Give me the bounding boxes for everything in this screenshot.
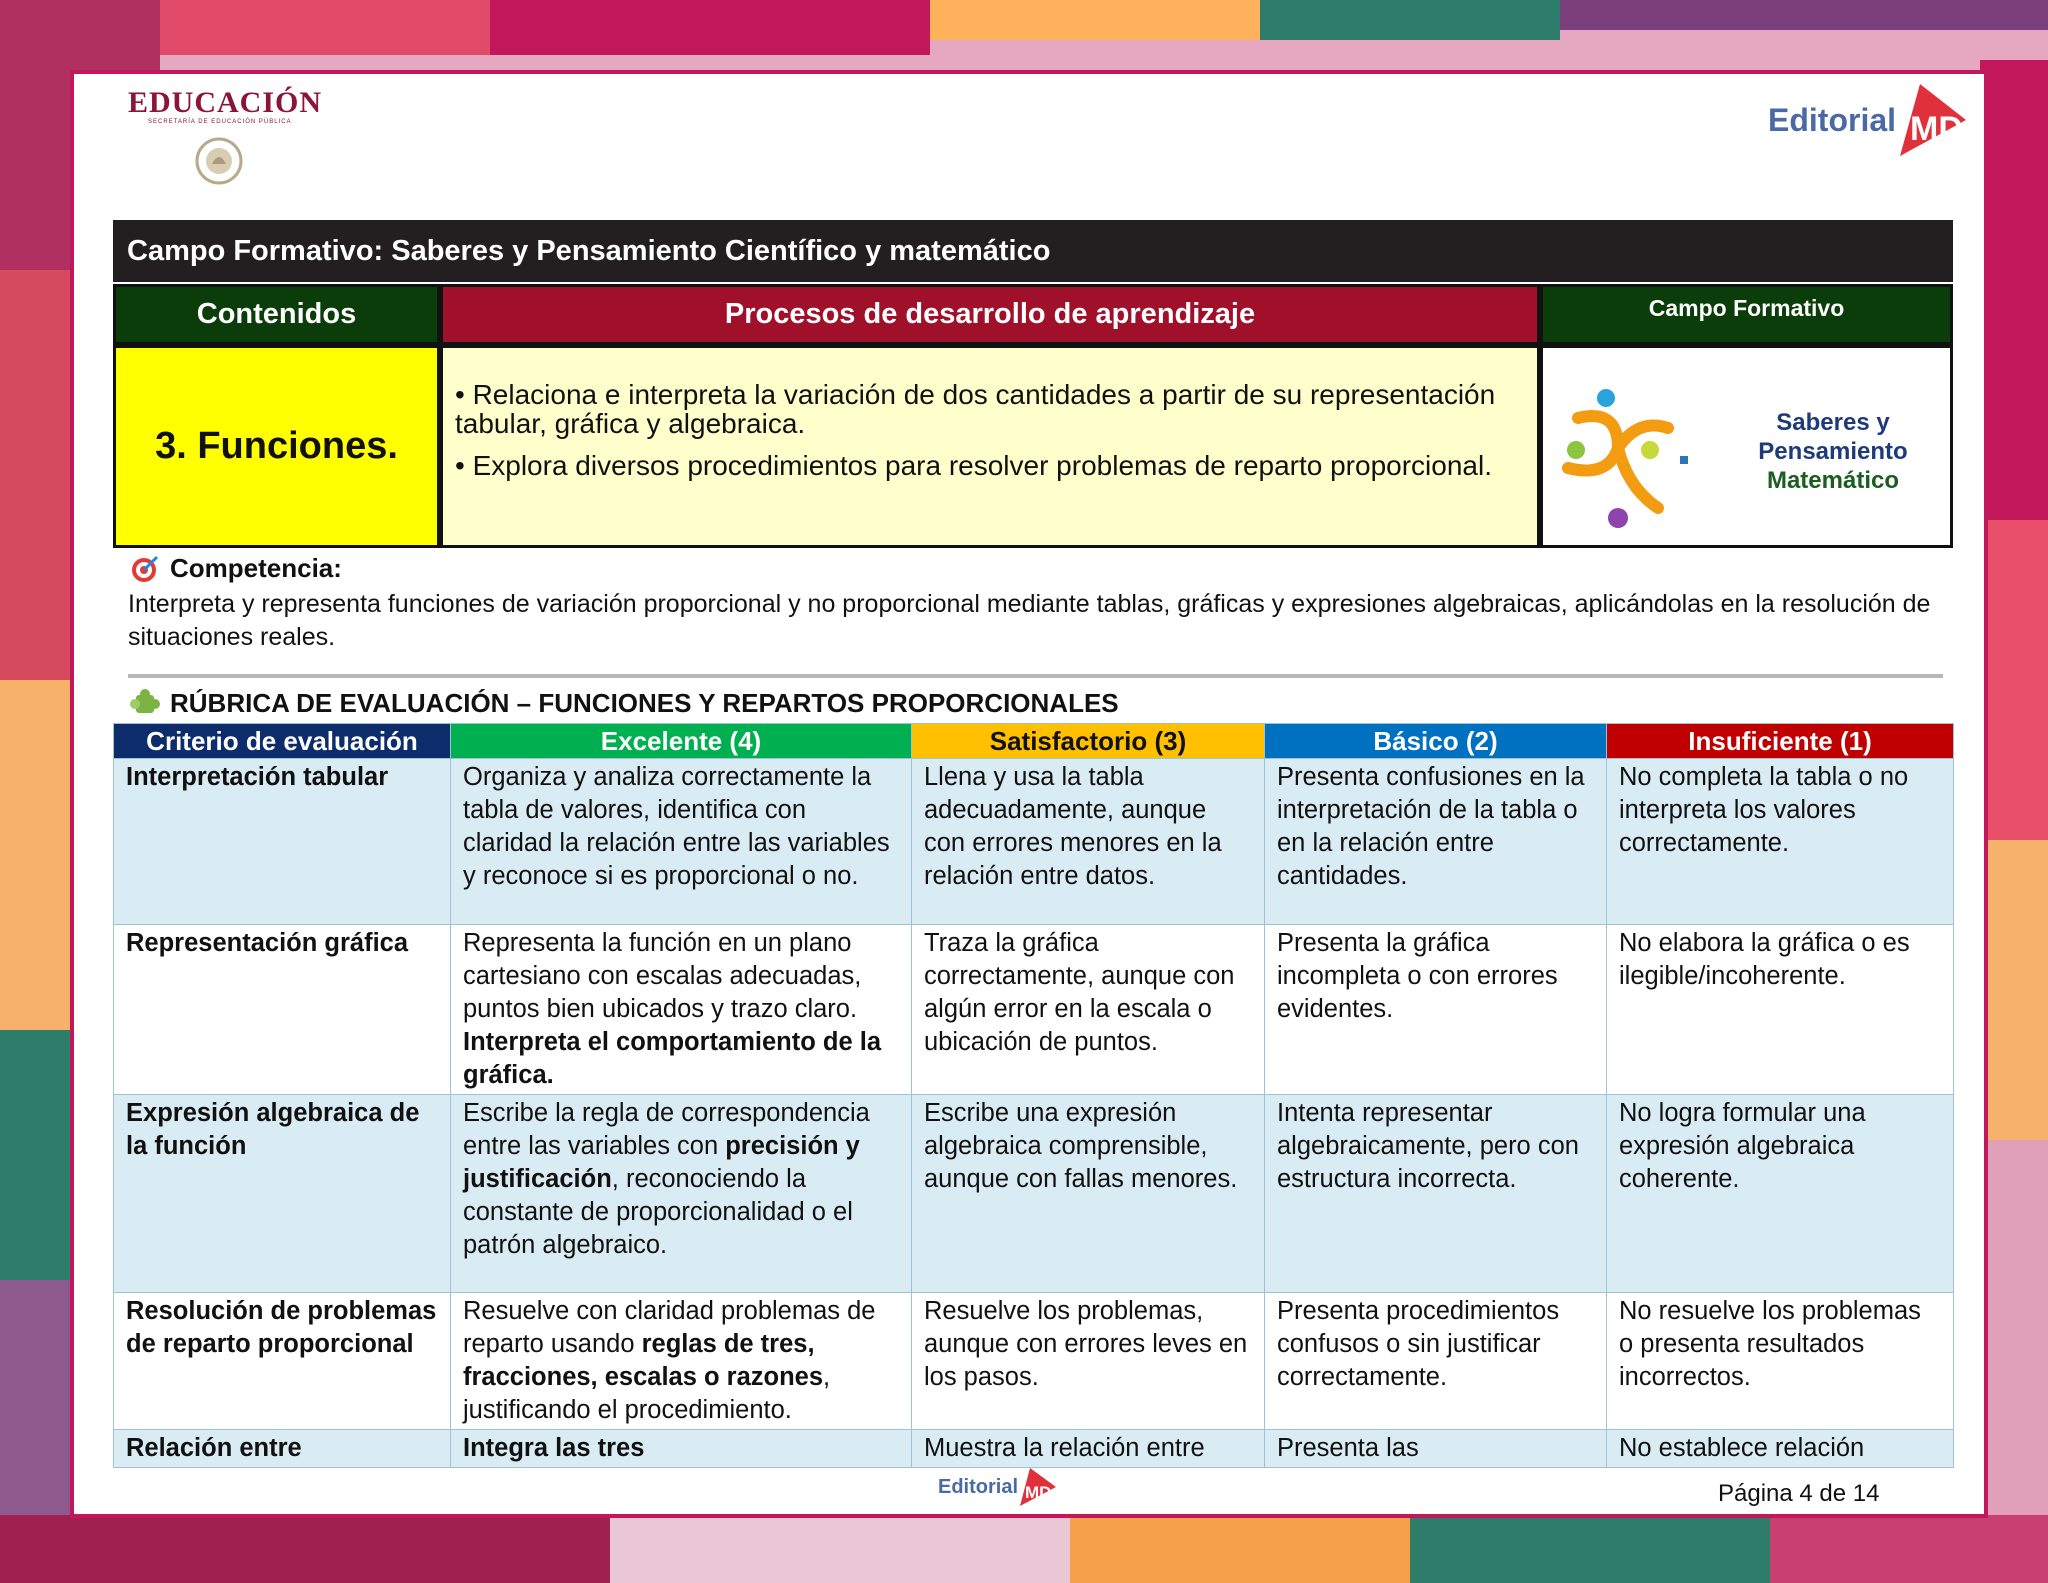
excelente-text: Escribe la regla de correspondencia entre las variables con	[463, 1099, 870, 1160]
contenido-text: 3. Funciones.	[155, 425, 398, 467]
basico-cell: Intenta representar algebraicamente, pero con estructura incorrecta.	[1265, 1095, 1607, 1293]
header-criterio: Criterio de evaluación	[114, 724, 451, 759]
procesos-cell	[440, 345, 1540, 548]
saberes-logo-icon	[1548, 388, 1698, 538]
md-mark-text: MD	[1910, 110, 1963, 148]
header-campo-formativo: Campo Formativo	[1540, 284, 1953, 345]
contenido-cell	[113, 345, 440, 548]
campo-name-line-3: Matemático	[1766, 467, 1900, 494]
section-divider	[128, 674, 1943, 678]
proceso-item-1: • Relaciona e interpreta la variación de dos cantidades a partir de su representación tabular, gráfica y algebraica.	[455, 379, 1496, 439]
satisfactorio-cell: Resuelve los problemas, aunque con errores leves en los pasos.	[912, 1293, 1265, 1430]
basico-cell: Presenta procedimientos confusos o sin justificar correctamente.	[1265, 1293, 1607, 1430]
criterio-cell: Relación entre	[114, 1430, 451, 1468]
insuficiente-cell: No resuelve los problemas o presenta resultados incorrectos.	[1607, 1293, 1954, 1430]
excelente-cell: Organiza y analiza correctamente la tabla de valores, identifica con claridad la relación entre las variables y reconoce si es proporcional o no.	[451, 759, 912, 925]
header-procesos: Procesos de desarrollo de aprendizaje	[440, 284, 1540, 345]
header-excelente: Excelente (4)	[451, 724, 912, 759]
campo-formativo-title: Campo Formativo: Saberes y Pensamiento Científico y matemático	[113, 220, 1953, 282]
table-row	[114, 925, 1954, 1095]
basico-cell: Presenta la gráfica incompleta o con errores evidentes.	[1265, 925, 1607, 1095]
target-icon	[130, 554, 160, 584]
criterio-cell: Resolución de problemas de reparto proporcional	[114, 1293, 451, 1430]
competencia-title: Competencia:	[170, 553, 342, 583]
basico-cell: Presenta las	[1265, 1430, 1607, 1468]
header-satisfactorio: Satisfactorio (3)	[912, 724, 1265, 759]
header-insuficiente: Insuficiente (1)	[1607, 724, 1954, 759]
criterio-cell: Expresión algebraica de la función	[114, 1095, 451, 1293]
excelente-cell	[451, 1095, 912, 1293]
campo-formativo-name	[1733, 408, 1933, 495]
satisfactorio-cell: Escribe una expresión algebraica comprensible, aunque con fallas menores.	[912, 1095, 1265, 1293]
excelente-cell	[451, 925, 912, 1095]
satisfactorio-cell: Traza la gráfica correctamente, aunque con algún error en la escala o ubicación de puntos.	[912, 925, 1265, 1095]
mexico-seal-icon	[194, 136, 244, 186]
editorial-logo-word: Editorial	[1768, 101, 1897, 138]
satisfactorio-cell: Muestra la relación entre	[912, 1430, 1265, 1468]
footer-editorial-word: Editorial	[938, 1475, 1019, 1498]
footer-md-mark-icon	[1018, 1466, 1058, 1508]
footer-md-mark-text: MD	[1025, 1483, 1052, 1502]
campo-name-line-1: Saberes y	[1776, 409, 1890, 436]
educacion-logo-text: EDUCACIÓN	[128, 86, 323, 119]
excelente-cell: Integra las tres	[451, 1430, 912, 1468]
insuficiente-cell: No elabora la gráfica o es ilegible/incoherente.	[1607, 925, 1954, 1095]
excelente-emphasis: Interpreta el comportamiento de la gráfica.	[463, 1028, 882, 1089]
proceso-item-2: • Explora diversos procedimientos para resolver problemas de reparto proporcional.	[455, 450, 1492, 481]
competencia-text: Interpreta y representa funciones de variación proporcional y no proporcional mediante tablas, gráficas y expresiones algebraicas, aplicándolas en la resolución de situaciones reales.	[128, 590, 1931, 651]
table-row	[114, 1095, 1954, 1293]
insuficiente-cell: No establece relación	[1607, 1430, 1954, 1468]
excelente-text-end: , reconociendo la constante de proporcionalidad o el patrón algebraico.	[463, 1165, 853, 1259]
excelente-text: Representa la función en un plano cartesiano con escalas adecuadas, puntos bien ubicados y trazo claro.	[463, 929, 862, 1023]
criterio-cell: Representación gráfica	[114, 925, 451, 1095]
rubrica-header-row	[114, 724, 1954, 759]
excelente-emphasis: precisión y justificación	[463, 1132, 860, 1193]
rubrica-table	[113, 723, 1954, 1468]
excelente-text: Resuelve con claridad problemas de reparto usando	[463, 1297, 876, 1358]
page-number: Página 4 de 14	[1718, 1480, 1880, 1507]
educacion-logo-subtitle: SECRETARÍA DE EDUCACIÓN PÚBLICA	[148, 119, 292, 125]
campo-name-line-2: Pensamiento	[1758, 438, 1908, 465]
table-row	[114, 1430, 1954, 1468]
campo-formativo-cell	[1540, 345, 1953, 548]
excelente-text-end: , justificando el procedimiento.	[463, 1363, 831, 1424]
excelente-cell	[451, 1293, 912, 1430]
header-basico: Básico (2)	[1265, 724, 1607, 759]
table-row	[114, 759, 1954, 925]
rubrica-heading	[130, 688, 1119, 719]
editorial-md-logo	[1768, 80, 1968, 160]
excelente-emphasis: reglas de tres, fracciones, escalas o razones	[463, 1330, 824, 1391]
basico-cell: Presenta confusiones en la interpretación de la tabla o en la relación entre cantidades.	[1265, 759, 1607, 925]
footer-editorial-logo	[938, 1466, 1058, 1508]
insuficiente-cell: No logra formular una expresión algebraica coherente.	[1607, 1095, 1954, 1293]
criterio-cell: Interpretación tabular	[114, 759, 451, 925]
rubrica-title: RÚBRICA DE EVALUACIÓN – FUNCIONES Y REPARTOS PROPORCIONALES	[170, 688, 1119, 718]
puzzle-icon	[130, 689, 160, 719]
header-contenidos: Contenidos	[113, 284, 440, 345]
satisfactorio-cell: Llena y usa la tabla adecuadamente, aunque con errores menores en la relación entre datos.	[912, 759, 1265, 925]
table-row	[114, 1293, 1954, 1430]
competencia-heading	[130, 553, 342, 584]
insuficiente-cell: No completa la tabla o no interpreta los valores correctamente.	[1607, 759, 1954, 925]
md-mark-icon	[1896, 80, 1968, 160]
